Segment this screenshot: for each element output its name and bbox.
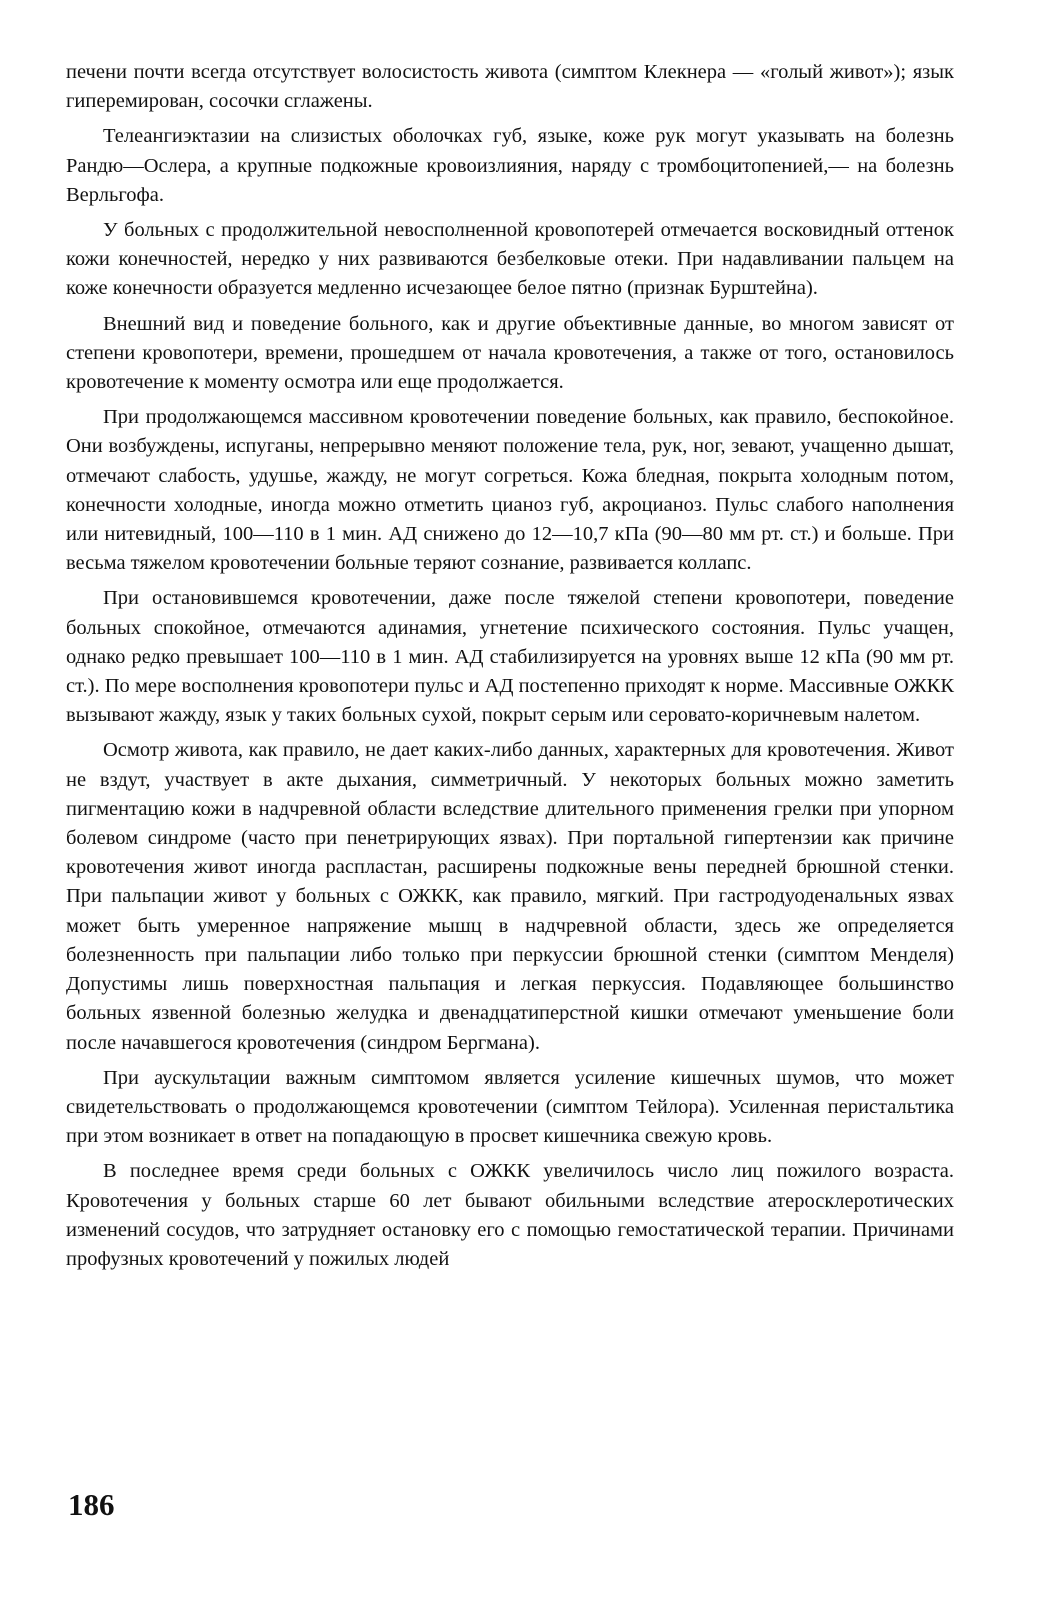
body-text [66, 58, 954, 1280]
paragraph: У больных с продолжительной невосполненной кровопотерей отмечается восковидный оттенок кожи конечностей, нередко у них развиваются безбелковые отеки. При надавливании пальцем на коже конечности образуется медленно исчезающее белое пятно (признак Бурштейна). [66, 219, 954, 300]
page-number: 186 [68, 1487, 115, 1522]
paragraph: печени почти всегда отсутствует волосистость живота (симптом Клекнера — «голый живот»); язык гиперемирован, сосочки сглажены. [66, 61, 954, 113]
paragraph: При аускультации важным симптомом является усиление кишечных шумов, что может свидетельствовать о продолжающемся кровотечении (симптом Тейлора). Усиленная перистальтика при этом возникает в ответ на попадающую в просвет кишечника свежую кровь. [66, 1066, 954, 1148]
paragraph: В последнее время среди больных с ОЖКК увеличилось число лиц пожилого возраста. Кровотечения у больных старше 60 лет бывают обильными вследствие атеросклеротических изменений сосудов, что затрудняет остановку его с помощью гемостатической терапии. Причинами профузных кровотечений у пожилых людей [66, 1160, 954, 1270]
paragraph: Внешний вид и поведение больного, как и другие объективные данные, во многом зависят от степени кровопотери, времени, прошедшем от начала кровотечения, а также от того, остановилось кровотечение к моменту осмотра или еще продолжается. [66, 312, 954, 394]
paragraph: Осмотр живота, как правило, не дает каких-либо данных, характерных для кровотечения. Живот не вздут, участвует в акте дыхания, симметричный. У некоторых больных можно заметить пигментацию кожи в надчревной области вследствие длительного применения грелки при упорном болевом синдроме (часто при пенетрирующих язвах). При портальной гипертензии как причине кровотечения живот иногда распластан, расширены подкожные вены передней брюшной стенки. При пальпации живот у больных с ОЖКК, как правило, мягкий. При гастродуоденальных язвах может быть умеренное напряжение мышц в надчревной области, здесь же определяется болезненность при пальпации либо только при перкуссии брюшной стенки (симптом Менделя) Допустимы лишь поверхностная пальпация и легкая перкуссия. Подавляющее большинство больных язвенной болезнью желудка и двенадцатиперстной кишки отмечают уменьшение боли после начавшегося кровотечения (синдром Бергмана). [66, 739, 954, 1054]
paragraph: При продолжающемся массивном кровотечении поведение больных, как правило, беспокойное. Они возбуждены, испуганы, непрерывно меняют положение тела, рук, ног, зевают, учащенно дышат, отмечают слабость, удушье, жажду, не могут согреться. Кожа бледная, покрыта холодным потом, конечности холодные, иногда можно отметить цианоз губ, акроцианоз. Пульс слабого наполнения или нитевидный, 100—110 в 1 мин. АД снижено до 12—10,7 кПа (90—80 мм рт. ст.) и больше. При весьма тяжелом кровотечении больные теряют сознание, развивается коллапс. [66, 406, 954, 575]
paragraph: Телеангиэктазии на слизистых оболочках губ, языке, коже рук могут указывать на болезнь Рандю—Ослера, а крупные подкожные кровоизлияния, наряду с тромбоцитопенией,— на болезнь Верльгофа. [66, 125, 954, 206]
paragraph: При остановившемся кровотечении, даже после тяжелой степени кровопотери, поведение больных спокойное, отмечаются адинамия, угнетение психического состояния. Пульс учащен, однако редко превышает 100—110 в 1 мин. АД стабилизируется на уровнях выше 12 кПа (90 мм рт. ст.). По мере восполнения кровопотери пульс и АД постепенно приходят к норме. Массивные ОЖКК вызывают жажду, язык у таких больных сухой, покрыт серым или серовато-коричневым налетом. [66, 587, 954, 727]
